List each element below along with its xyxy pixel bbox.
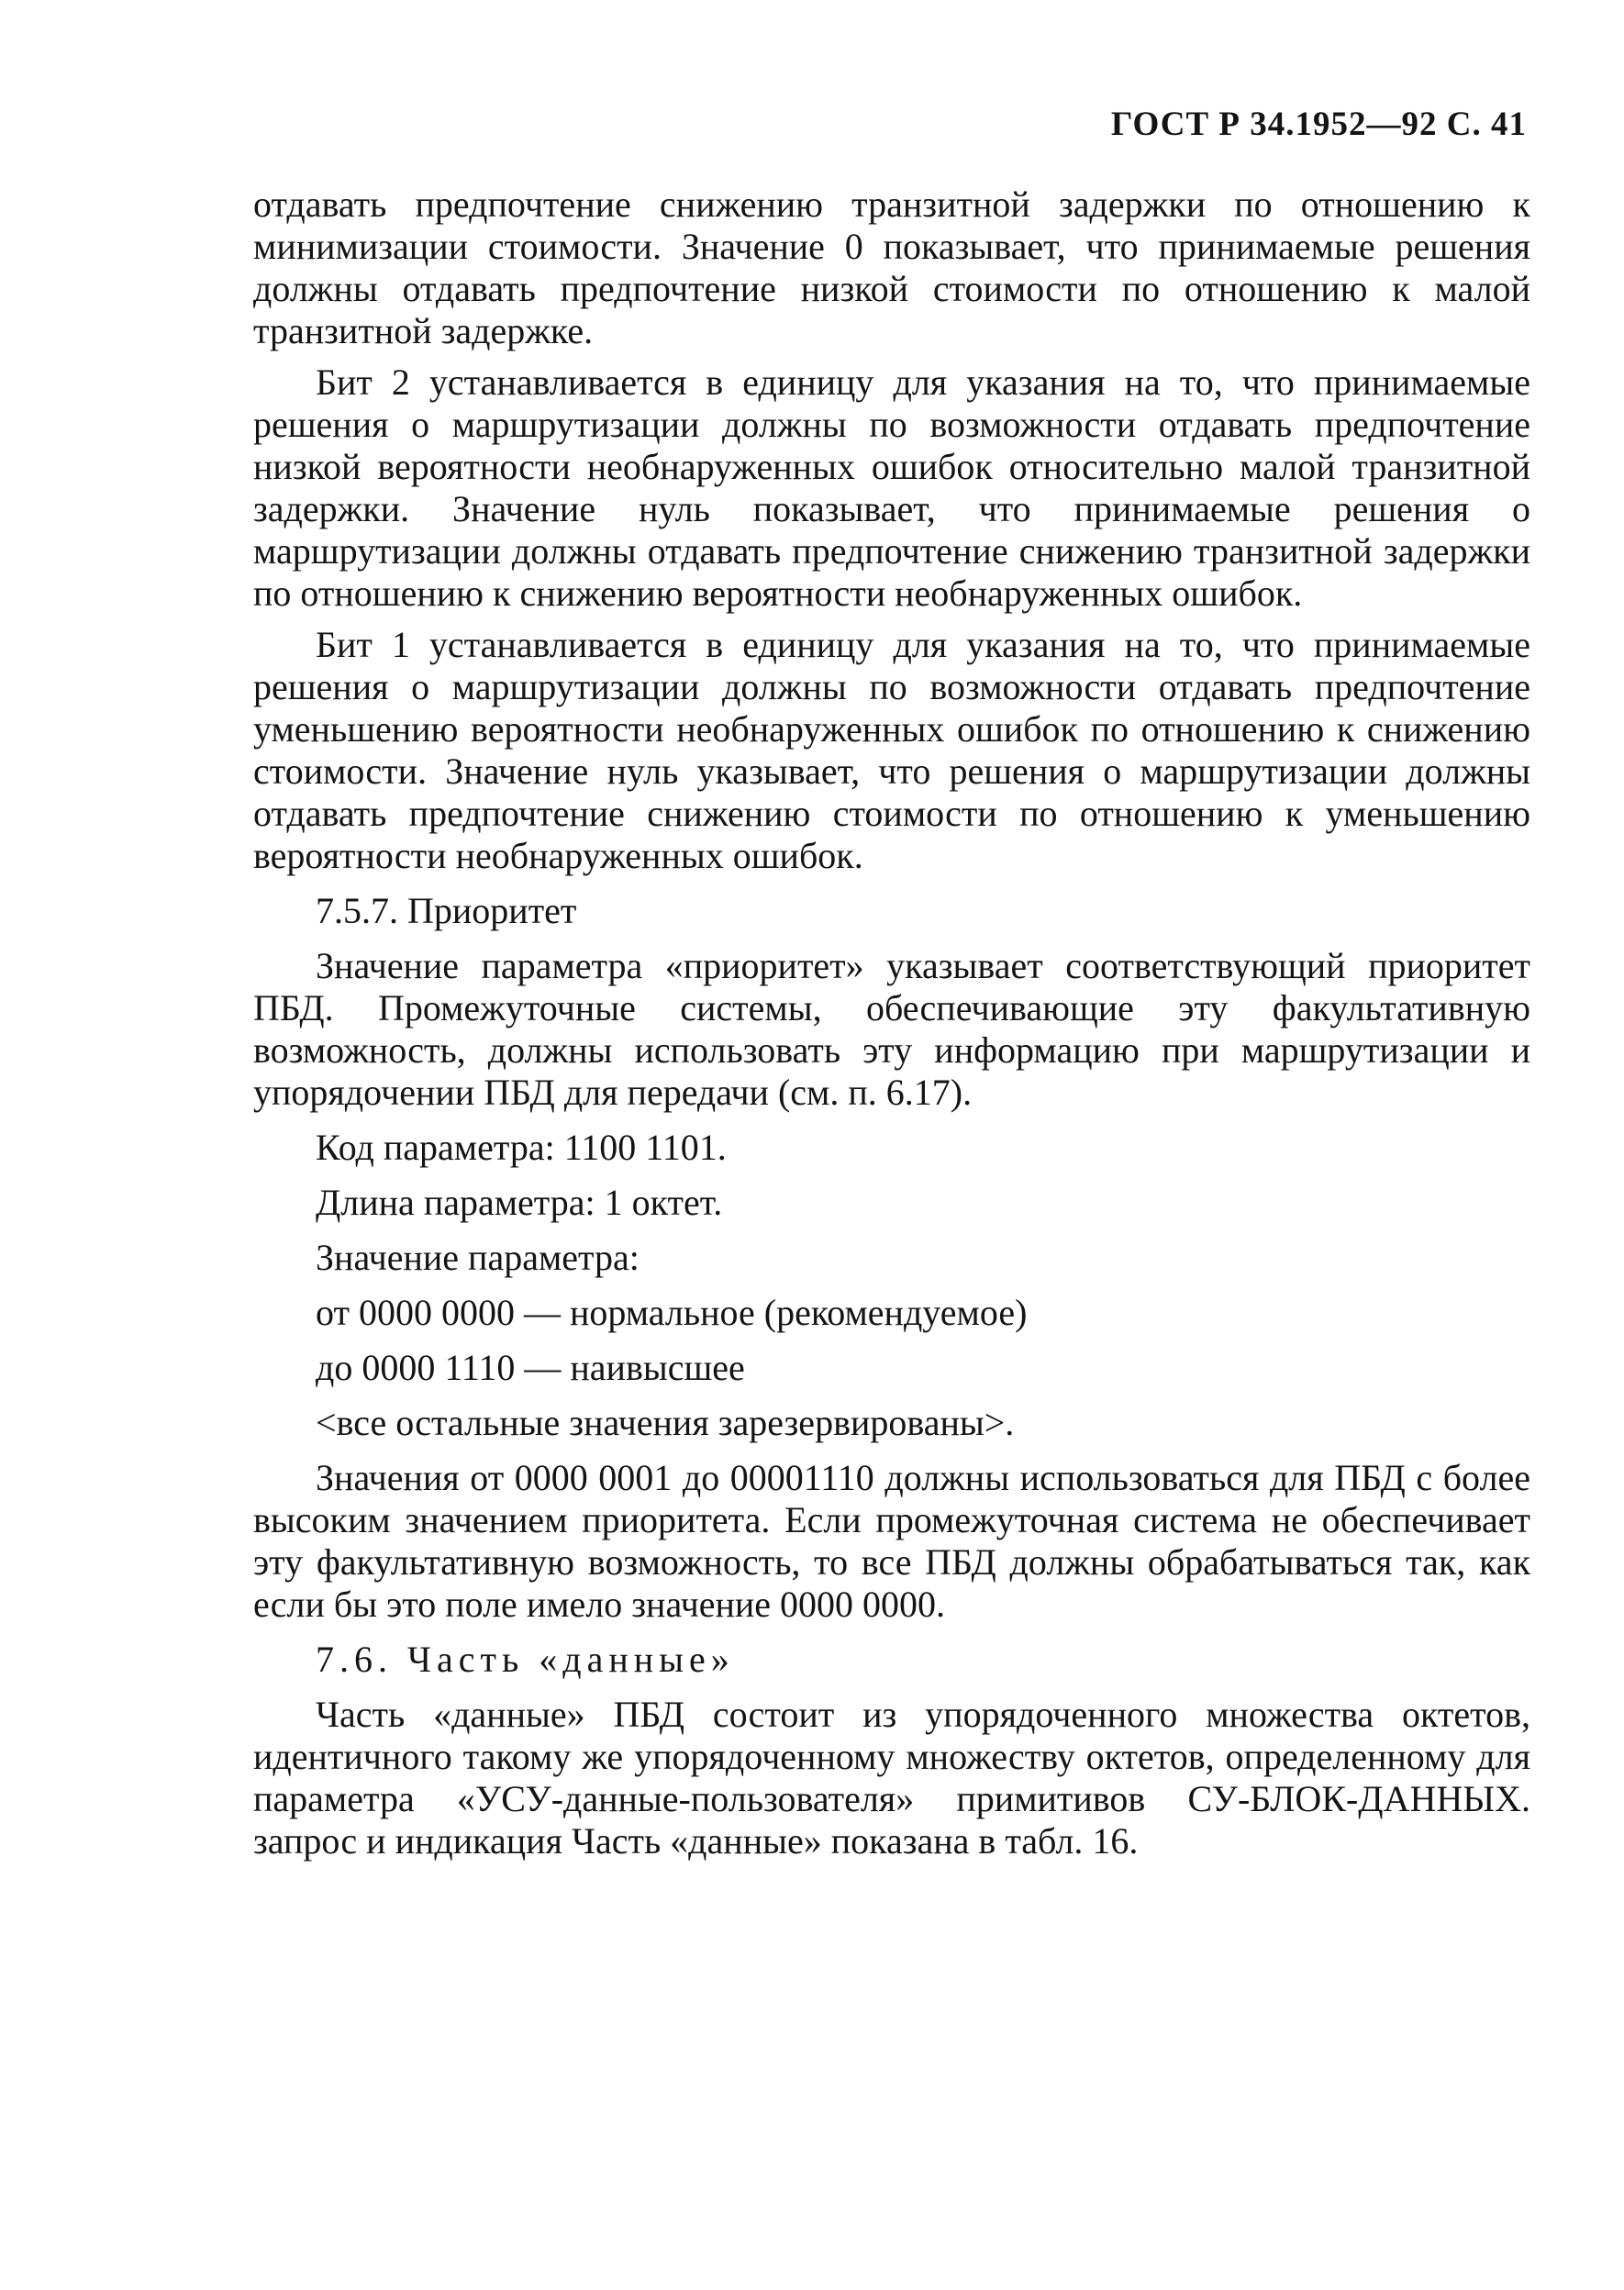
paragraph-priority-description: Значение параметра «приоритет» указывает соответствующий приоритет ПБД. Промежуточные системы, обеспечивающие эту факультативную возможность, должны использовать эту информацию при маршрутизации и упорядочении ПБД для передачи (см. п. 6.17). xyxy=(253,945,1530,1113)
parameter-value-normal: от 0000 0000 — нормальное (рекомендуемое) xyxy=(316,1292,1028,1333)
parameter-code: Код параметра: 1100 1101. xyxy=(316,1127,727,1168)
parameter-value-reserved: <все остальные значения зарезервированы>. xyxy=(316,1402,1015,1443)
paragraph-bit1: Бит 1 устанавливается в единицу для указания на то, что принимаемые решения о маршрутизации должны по возможности отдавать предпочтение уменьшению вероятности необнаруженных ошибок по отношению к снижению стоимости. Значение нуль указывает, что решения о маршрутизации должны отдавать предпочтение снижению стоимости по отношению к уменьшению вероятности необнаруженных ошибок. xyxy=(253,624,1530,876)
section-heading-data-part: 7.6. Часть «данные» xyxy=(316,1639,735,1680)
parameter-value-highest: до 0000 1110 — наивысшее xyxy=(316,1347,745,1388)
page-header: ГОСТ Р 34.1952—92 С. 41 xyxy=(1110,106,1527,143)
parameter-value-label: Значение параметра: xyxy=(316,1237,640,1278)
paragraph-bit2: Бит 2 устанавливается в единицу для указания на то, что принимаемые решения о маршрутизации должны по возможности отдавать предпочтение низкой вероятности необнаруженных ошибок относительно малой транзитной задержки. Значение нуль показывает, что принимаемые решения о маршрутизации должны отдавать предпочтение снижению транзитной задержки по отношению к снижению вероятности необнаруженных ошибок. xyxy=(253,361,1530,614)
section-heading-priority: 7.5.7. Приоритет xyxy=(316,890,577,931)
parameter-length: Длина параметра: 1 октет. xyxy=(316,1182,723,1223)
paragraph-data-part: Часть «данные» ПБД состоит из упорядоченного множества октетов, идентичного такому же упорядоченному множеству октетов, определенному для параметра «УСУ-данные-пользователя» примитивов СУ-БЛОК-ДАННЫХ. запрос и индикация Часть «данные» показана в табл. 16. xyxy=(253,1694,1530,1862)
paragraph-priority-values: Значения от 0000 0001 до 00001110 должны использоваться для ПБД с более высоким значением приоритета. Если промежуточная система не обеспечивает эту факультативную возможность, то все ПБД должны обрабатываться так, как если бы это поле имело значение 0000 0000. xyxy=(253,1457,1530,1625)
document-body xyxy=(253,183,1530,1862)
paragraph-continuation: отдавать предпочтение снижению транзитной задержки по отношению к минимизации стоимости. Значение 0 показывает, что принимаемые решения должны отдавать предпочтение низкой стоимости по отношению к малой транзитной задержке. xyxy=(253,183,1530,351)
